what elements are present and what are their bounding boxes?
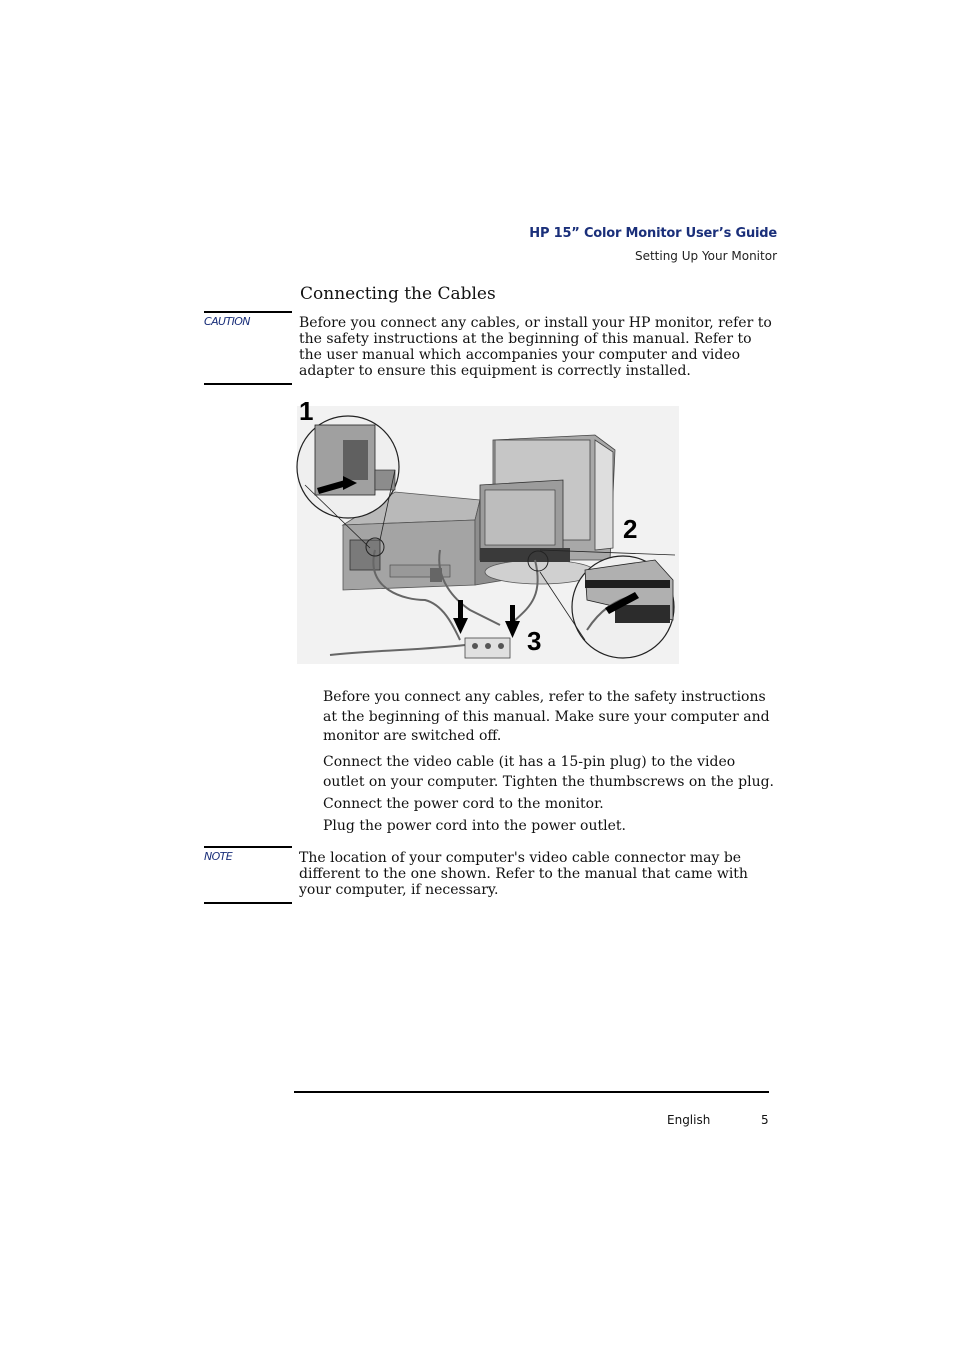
note-top-rule <box>204 846 292 848</box>
note-bottom-rule <box>204 902 292 904</box>
figure-step-number-1: 1 <box>299 396 314 426</box>
caution-bottom-rule <box>204 383 292 385</box>
caution-label: CAUTION <box>204 315 250 328</box>
step-2-text: Connect the video cable (it has a 15-pin plug) to the video outlet on your computer. Tighten the thumbscrews on the plug. <box>323 754 775 790</box>
running-header-subtitle: Setting Up Your Monitor <box>634 249 777 263</box>
power-strip <box>465 638 510 658</box>
section-title: Connecting the Cables <box>300 284 496 304</box>
page-number: 5 <box>761 1113 769 1127</box>
note-text: The location of your computer's video cable connector may be different to the one shown. Refer to the manual that came with your computer, if necessary. <box>299 850 748 898</box>
caution-text: Before you connect any cables, or install your HP monitor, refer to the safety instructions at the beginning of this manual. Refer to the user manual which accompanies your computer and video adapter to ensure this equipment is correctly installed. <box>299 315 772 379</box>
footer-rule <box>294 1091 769 1093</box>
figure-step-number-3: 3 <box>527 626 542 656</box>
footer-language: English <box>667 1113 711 1127</box>
step-4-text: Plug the power cord into the power outlet. <box>323 818 626 834</box>
note-label: NOTE <box>204 850 233 863</box>
figure-step-number-2: 2 <box>623 514 638 544</box>
step-1-text: Before you connect any cables, refer to the safety instructions at the beginning of this manual. Make sure your computer and monitor are switched off. <box>323 689 770 744</box>
caution-top-rule <box>204 311 292 313</box>
running-header-title: HP 15” Color Monitor User’s Guide <box>529 226 777 241</box>
step-3-text: Connect the power cord to the monitor. <box>323 796 604 812</box>
